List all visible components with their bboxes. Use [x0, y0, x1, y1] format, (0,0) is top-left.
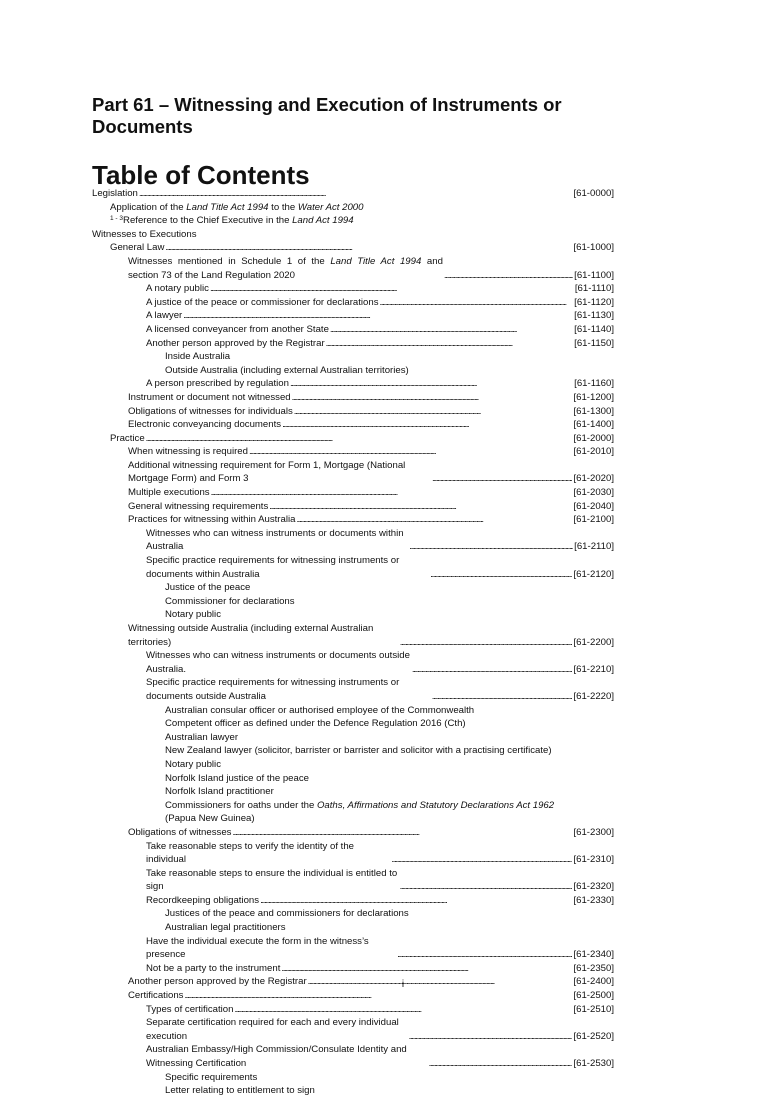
- toc-entry-ref: [61-2000]: [573, 432, 614, 444]
- toc-entry-text: New Zealand lawyer (solicitor, barrister or barrister and solicitor with a practising certificate): [165, 745, 552, 757]
- toc-entry[interactable]: [92, 744, 614, 758]
- toc-entry-label: [128, 391, 291, 405]
- toc-entry[interactable]: [92, 309, 614, 323]
- toc-entry-italic-text: Oaths, Affirmations and Statutory Declarations Act 1962: [316, 799, 555, 811]
- toc-entry-label: [128, 486, 210, 500]
- toc-entry-label: [165, 350, 284, 364]
- toc-entry[interactable]: [92, 405, 614, 419]
- toc-entry[interactable]: [92, 608, 614, 622]
- toc-dot-leader: [249, 445, 572, 459]
- toc-entry[interactable]: [92, 772, 614, 786]
- toc-entry[interactable]: [92, 717, 614, 731]
- part-title: Part 61 – Witnessing and Execution of Instruments or Documents: [92, 94, 562, 137]
- toc-entry[interactable]: [92, 201, 614, 215]
- toc-entry[interactable]: [92, 649, 614, 676]
- toc-entry[interactable]: [92, 255, 614, 282]
- toc-entry[interactable]: [92, 228, 614, 242]
- toc-entry[interactable]: [92, 432, 614, 446]
- toc-entry-text: When witnessing is required: [128, 446, 248, 458]
- toc-entry[interactable]: [92, 1016, 614, 1043]
- toc-entry-italic-text: Water Act 2000: [297, 201, 364, 213]
- toc-entry-ref: [61-2030]: [573, 487, 614, 499]
- toc-entry-ref: [61-1200]: [573, 391, 614, 403]
- toc-entry-label: [146, 935, 396, 962]
- toc-entry-italic-text: Land Title Act 1994: [186, 201, 269, 213]
- toc-dot-leader: [232, 826, 572, 840]
- toc-entry-label: [165, 799, 614, 826]
- toc-entry[interactable]: [92, 704, 614, 718]
- toc-entry-text: Another person approved by the Registrar: [128, 976, 307, 988]
- toc-entry-ref: [61-2350]: [573, 962, 614, 974]
- toc-entry[interactable]: [92, 907, 614, 921]
- toc-entry[interactable]: [92, 595, 614, 609]
- toc-entry-text: Recordkeeping obligations: [146, 894, 260, 906]
- toc-entry-text: Inside Australia: [165, 351, 231, 363]
- toc-dot-leader: [294, 405, 573, 419]
- toc-entry-ref: [61-2220]: [573, 690, 614, 702]
- toc-entry-text: Certifications: [128, 990, 184, 1002]
- toc-entry[interactable]: [92, 391, 614, 405]
- toc-entry-text: Types of certification: [146, 1003, 234, 1015]
- toc-entry-label: [128, 459, 431, 486]
- toc-entry-text: Have the individual execute the form in the witness’s presence: [146, 935, 369, 961]
- page-number: i: [401, 979, 405, 990]
- toc-entry-text: to the: [268, 201, 298, 213]
- toc-dot-leader: [292, 391, 573, 405]
- toc-entry[interactable]: [92, 622, 614, 649]
- toc-entry[interactable]: [92, 799, 614, 826]
- toc-entry-label: [146, 894, 259, 908]
- toc-entry-ref: [61-1150]: [574, 337, 614, 349]
- toc-dot-leader: [184, 989, 572, 1003]
- toc-entry-label: [128, 989, 183, 1003]
- toc-entry[interactable]: [92, 935, 614, 962]
- toc-entry-text: Witnesses mentioned in Schedule 1 of the: [128, 255, 331, 267]
- toc-dot-leader: [397, 948, 572, 962]
- toc-entry-text: Practice: [110, 432, 145, 444]
- toc-entry-text: A justice of the peace or commissioner for declarations: [146, 296, 379, 308]
- toc-entry-ref: [61-2510]: [573, 1003, 614, 1015]
- toc-entry[interactable]: [92, 840, 614, 867]
- toc-entry-label: [146, 323, 329, 337]
- toc-entry[interactable]: [92, 962, 614, 976]
- toc-entry-text: Specific practice requirements for witnessing instruments or documents within Australia: [146, 555, 400, 580]
- toc-entry[interactable]: [92, 513, 614, 527]
- toc-entry-ref: [61-2040]: [573, 500, 614, 512]
- toc-entry-ref: [61-2500]: [573, 990, 614, 1002]
- toc-entry-text: Separate certification required for each and every individual execution: [146, 1017, 399, 1042]
- toc-entry-ref: [61-2320]: [573, 881, 614, 893]
- toc-entry-text: Another person approved by the Registrar: [146, 337, 325, 349]
- toc-entry-ref: [61-1110]: [574, 283, 614, 295]
- toc-entry-ref: [61-1000]: [573, 242, 614, 254]
- toc-entry-label: [110, 241, 164, 255]
- toc-entry[interactable]: [92, 486, 614, 500]
- toc-entry[interactable]: [92, 826, 614, 840]
- toc-heading: Table of Contents: [92, 160, 310, 190]
- toc-entry-label: [146, 527, 408, 554]
- toc-entry[interactable]: [92, 554, 614, 581]
- toc-entry-text: Specific practice requirements for witnessing instruments or documents outside Australia: [146, 677, 400, 702]
- toc-entry-label: [128, 622, 399, 649]
- toc-entry-label: [146, 840, 390, 867]
- toc-entry-ref: [61-2340]: [573, 949, 614, 961]
- toc-entry-text: Electronic conveyancing documents: [128, 419, 282, 431]
- toc-entry-ref: [61-2400]: [573, 976, 614, 988]
- toc-entry-label: [165, 581, 304, 595]
- toc-entry-text: Witnesses to Executions: [92, 228, 197, 240]
- toc-entry-label: [146, 296, 379, 310]
- toc-entry-ref: [61-2330]: [573, 894, 614, 906]
- toc-dot-leader: [412, 663, 573, 677]
- toc-dot-leader: [409, 1030, 573, 1044]
- toc-entry-ref: [61-2300]: [573, 826, 614, 838]
- toc-entry-text: Obligations of witnesses: [128, 826, 232, 838]
- toc-entry-label: [146, 1003, 233, 1017]
- toc-dot-leader: [432, 472, 572, 486]
- toc-entry-label: [165, 608, 275, 622]
- toc-entry-text: (Papua New Guinea): [165, 813, 255, 825]
- toc-entry[interactable]: [92, 187, 614, 201]
- table-of-contents: [92, 187, 614, 1098]
- toc-entry-text: General Law: [110, 242, 165, 254]
- toc-entry-label: [146, 337, 325, 351]
- toc-entry-ref: [61-1300]: [573, 405, 614, 417]
- toc-entry[interactable]: [92, 731, 614, 745]
- toc-entry[interactable]: [92, 785, 614, 799]
- toc-entry-text: Witnesses who can witness instruments or documents within Australia: [146, 527, 404, 553]
- toc-entry[interactable]: [92, 921, 614, 935]
- toc-entry-label: [165, 595, 349, 609]
- toc-dot-leader: [296, 513, 572, 527]
- toc-entry-text: Outside Australia (including external Australian territories): [165, 364, 409, 376]
- toc-entry-text: Commissioner for declarations: [165, 595, 295, 607]
- toc-entry[interactable]: [92, 418, 614, 432]
- toc-entry-text: Witnesses who can witness instruments or documents outside Australia.: [146, 650, 410, 675]
- toc-dot-leader: [282, 418, 572, 432]
- toc-entry[interactable]: [92, 377, 614, 391]
- toc-entry-text: Multiple executions: [128, 487, 210, 499]
- toc-entry-text: Australian lawyer: [165, 731, 239, 743]
- toc-dot-leader: [380, 296, 574, 310]
- toc-entry-text: Australian legal practitioners: [165, 922, 286, 934]
- toc-dot-leader: [260, 894, 572, 908]
- toc-entry[interactable]: [92, 1043, 614, 1070]
- toc-entry[interactable]: [92, 445, 614, 459]
- toc-dot-leader: [234, 1003, 572, 1017]
- toc-dot-leader: [430, 568, 572, 582]
- toc-entry-italic-text: Land Act 1994: [292, 215, 354, 227]
- toc-entry-text: Application of the: [110, 201, 187, 213]
- toc-entry-text: Norfolk Island justice of the peace: [165, 772, 309, 784]
- toc-entry-label: [128, 418, 281, 432]
- toc-entry-ref: [61-1120]: [574, 296, 614, 308]
- toc-entry-ref: [61-2110]: [574, 541, 614, 553]
- toc-entry-text: Take reasonable steps to ensure the individual is entitled to sign: [146, 867, 398, 893]
- toc-entry-label: [128, 405, 293, 419]
- toc-entry-text: Witnessing outside Australia (including external Australian territories): [128, 623, 374, 648]
- toc-entry-label: [165, 364, 463, 378]
- toc-entry[interactable]: [92, 676, 614, 703]
- toc-entry-label: [146, 867, 399, 894]
- toc-entry[interactable]: [92, 894, 614, 908]
- toc-entry-ref: [61-2530]: [573, 1058, 614, 1069]
- toc-entry[interactable]: [92, 350, 614, 364]
- toc-entry-label: [146, 1043, 428, 1070]
- toc-entry-label: [165, 758, 275, 772]
- toc-entry[interactable]: [92, 500, 614, 514]
- toc-entry-text: Specific requirements: [165, 1071, 258, 1083]
- toc-entry-label: [146, 282, 209, 296]
- toc-entry[interactable]: [92, 758, 614, 772]
- toc-entry-ref: [61-2520]: [573, 1030, 614, 1042]
- toc-entry-footnote-marker: 1 - 3: [110, 215, 124, 223]
- toc-entry-ref: [61-2210]: [573, 663, 614, 675]
- toc-entry-text: Notary public: [165, 609, 221, 621]
- toc-entry[interactable]: [92, 527, 614, 554]
- toc-dot-leader: [330, 323, 573, 337]
- toc-entry-text: A lawyer: [146, 310, 183, 322]
- toc-entry-text: Notary public: [165, 758, 221, 770]
- toc-entry[interactable]: [92, 1003, 614, 1017]
- toc-entry-text: Not be a party to the instrument: [146, 962, 281, 974]
- toc-entry-ref: [61-1160]: [574, 378, 614, 390]
- toc-entry-text: Letter relating to entitlement to sign: [165, 1085, 315, 1097]
- toc-entry-label: [146, 676, 431, 703]
- toc-dot-leader: [391, 853, 572, 867]
- toc-entry-label: [165, 921, 340, 935]
- toc-entry-label: [165, 907, 463, 921]
- toc-dot-leader: [211, 486, 573, 500]
- toc-dot-leader: [432, 690, 573, 704]
- toc-entry-label: [165, 1084, 369, 1098]
- toc-entry-text: Additional witnessing requirement for Form 1, Mortgage (National Mortgage Form) and Form 3: [128, 459, 406, 485]
- toc-entry-label: [128, 513, 295, 527]
- toc-entry-ref: [61-1100]: [574, 269, 614, 281]
- toc-entry-text: A person prescribed by regulation: [146, 378, 289, 390]
- toc-entry-text: and section 73 of the Land Regulation 2020: [128, 255, 443, 281]
- toc-entry-ref: [61-0000]: [573, 188, 614, 199]
- toc-entry[interactable]: [92, 581, 614, 595]
- toc-entry-label: [146, 554, 429, 581]
- toc-dot-leader: [429, 1057, 573, 1071]
- toc-entry-text: Legislation: [92, 188, 138, 199]
- toc-entry[interactable]: [92, 867, 614, 894]
- toc-entry-text: Australian consular officer or authorised employee of the Commonwealth: [165, 704, 475, 716]
- toc-entry-label: [110, 214, 408, 228]
- toc-entry-text: A licensed conveyancer from another State: [146, 323, 329, 335]
- toc-dot-leader: [269, 500, 572, 514]
- toc-entry-label: [128, 500, 268, 514]
- toc-entry-ref: [61-2310]: [573, 854, 614, 866]
- toc-entry-label: [128, 826, 231, 840]
- toc-entry-text: Take reasonable steps to verify the identity of the individual: [146, 840, 354, 866]
- toc-entry[interactable]: [92, 296, 614, 310]
- toc-entry-text: Justice of the peace: [165, 582, 251, 594]
- toc-dot-leader: [146, 432, 573, 446]
- toc-entry-label: [92, 187, 138, 201]
- toc-entry-text: Reference to the Chief Executive in the: [123, 215, 293, 227]
- toc-entry[interactable]: [92, 1084, 614, 1098]
- toc-entry-label: [146, 962, 280, 976]
- toc-entry-text: Norfolk Island practitioner: [165, 786, 274, 798]
- toc-entry-ref: [61-2100]: [573, 514, 614, 526]
- toc-entry-label: [165, 785, 328, 799]
- toc-entry[interactable]: [92, 364, 614, 378]
- toc-entry-label: [128, 255, 443, 282]
- toc-entry-text: General witnessing requirements: [128, 500, 269, 512]
- toc-entry[interactable]: [92, 459, 614, 486]
- toc-entry-ref: [61-1140]: [574, 323, 614, 335]
- toc-entry[interactable]: [92, 989, 614, 1003]
- toc-entry-text: A notary public: [146, 283, 209, 295]
- toc-entry-ref: [61-2020]: [573, 473, 614, 485]
- toc-entry[interactable]: [92, 214, 614, 228]
- toc-entry-label: [165, 731, 292, 745]
- toc-entry-label: [165, 717, 520, 731]
- toc-entry-ref: [61-2120]: [573, 568, 614, 580]
- toc-dot-leader: [183, 309, 573, 323]
- toc-entry-label: [146, 309, 182, 323]
- toc-dot-leader: [326, 337, 574, 351]
- toc-entry-text: Obligations of witnesses for individuals: [128, 405, 293, 417]
- toc-dot-leader: [210, 282, 574, 296]
- toc-entry-ref: [61-1130]: [574, 310, 614, 322]
- toc-entry-label: [165, 704, 528, 718]
- toc-entry-text: Instrument or document not witnessed: [128, 391, 291, 403]
- toc-entry-label: [146, 377, 289, 391]
- toc-dot-leader: [281, 962, 572, 976]
- toc-entry-label: [92, 228, 251, 242]
- toc-dot-leader: [409, 540, 573, 554]
- toc-entry-label: [165, 744, 606, 758]
- toc-entry-italic-text: Land Title Act 1994: [330, 255, 422, 267]
- toc-entry-label: [165, 1071, 311, 1085]
- toc-entry-label: [110, 432, 145, 446]
- toc-dot-leader: [290, 377, 573, 391]
- toc-entry[interactable]: [92, 323, 614, 337]
- toc-entry-text: Justices of the peace and commissioners for declarations: [165, 908, 409, 920]
- toc-dot-leader: [165, 241, 572, 255]
- toc-dot-leader: [139, 187, 573, 201]
- toc-entry[interactable]: [92, 282, 614, 296]
- toc-entry-text: Australian Embassy/High Commission/Consulate Identity and Witnessing Certification: [146, 1044, 407, 1069]
- toc-entry-label: [165, 772, 363, 786]
- toc-entry-label: [128, 445, 248, 459]
- toc-entry-text: Competent officer as defined under the Defence Regulation 2016 (Cth): [165, 718, 466, 730]
- toc-entry-label: [146, 1016, 408, 1043]
- toc-entry-ref: [61-2200]: [573, 636, 614, 648]
- toc-entry-ref: [61-1400]: [573, 419, 614, 431]
- toc-dot-leader: [444, 269, 573, 283]
- toc-entry-label: [146, 649, 411, 676]
- toc-entry-text: Commissioners for oaths under the: [165, 799, 317, 811]
- toc-entry-ref: [61-2010]: [573, 446, 614, 458]
- toc-entry[interactable]: [92, 337, 614, 351]
- toc-dot-leader: [400, 636, 573, 650]
- toc-entry[interactable]: [92, 241, 614, 255]
- toc-entry-label: [110, 201, 417, 215]
- toc-entry-text: Practices for witnessing within Australia: [128, 514, 296, 526]
- toc-dot-leader: [400, 880, 573, 894]
- toc-entry[interactable]: [92, 1071, 614, 1085]
